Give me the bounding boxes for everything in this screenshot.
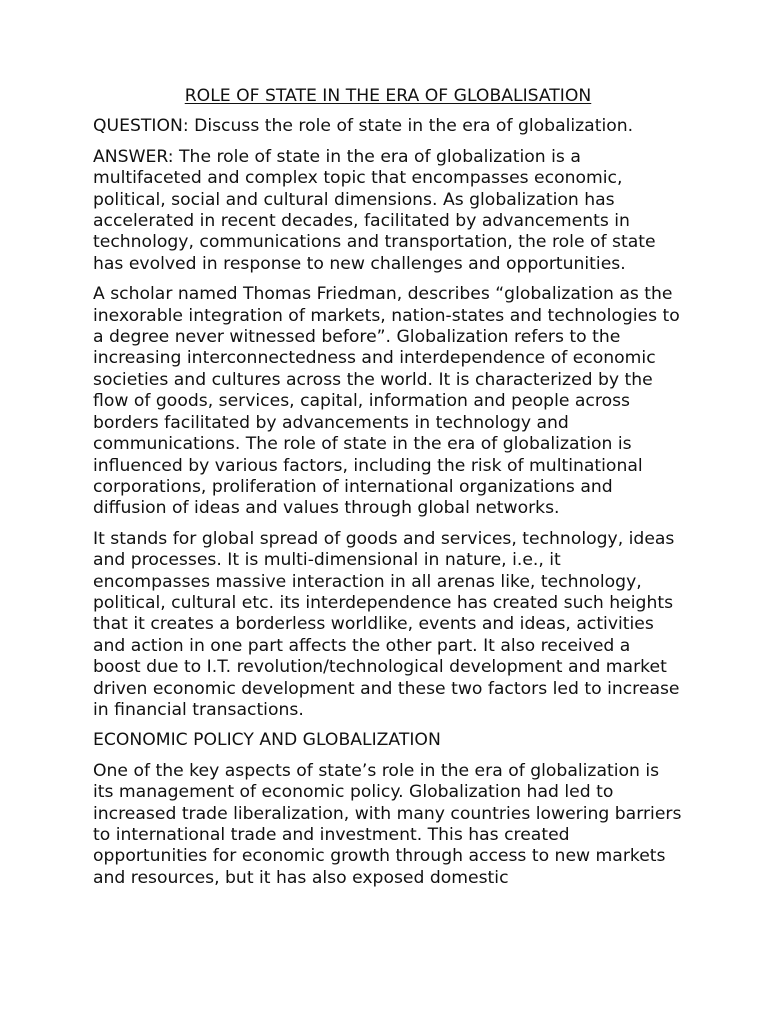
friedman-paragraph: A scholar named Thomas Friedman, describes “globalization as the inexorable integration of markets, nation-states and technologies to a degree never witnessed before”. Globalization refers to the increasing interconnectedness and interdependence of economic societies and cultures across the world. It is characterized by the flow of goods, services, capital, information and people across borders facilitated by advancements in technology and communications. The role of state in the era of globalization is influenced by various factors, including the risk of multinational corporations, proliferation of international organizations and diffusion of ideas and values through global networks. <box>93 284 680 519</box>
question-paragraph: QUESTION: Discuss the role of state in the era of globalization. <box>93 116 634 137</box>
economic-policy-paragraph: One of the key aspects of state’s role in the era of globalization is its management of economic policy. Globalization had led to increased trade liberalization, with many countries lowering barriers to international trade and investment. This has created opportunities for economic growth through access to new markets and resources, but it has also exposed domestic <box>93 760 682 888</box>
global-spread-paragraph: It stands for global spread of goods and services, technology, ideas and processes. It is multi-dimensional in nature, i.e., it encompasses massive interaction in all arenas like, technology, political, cultural etc. its interdependence has created such heights that it creates a borderless worldlike, events and ideas, activities and action in one part affects the other part. It also received a boost due to I.T. revolution/technological development and market driven economic development and these two factors led to increase in financial transactions. <box>93 528 680 720</box>
section-heading: ECONOMIC POLICY AND GLOBALIZATION <box>93 730 441 751</box>
document-page <box>93 86 683 898</box>
answer-paragraph: ANSWER: The role of state in the era of globalization is a multifaceted and complex topic that encompasses economic, political, social and cultural dimensions. As globalization has accelerated in recent decades, facilitated by advancements in technology, communications and transportation, the role of state has evolved in response to new challenges and opportunities. <box>93 146 656 274</box>
document-title: ROLE OF STATE IN THE ERA OF GLOBALISATION <box>184 86 592 106</box>
